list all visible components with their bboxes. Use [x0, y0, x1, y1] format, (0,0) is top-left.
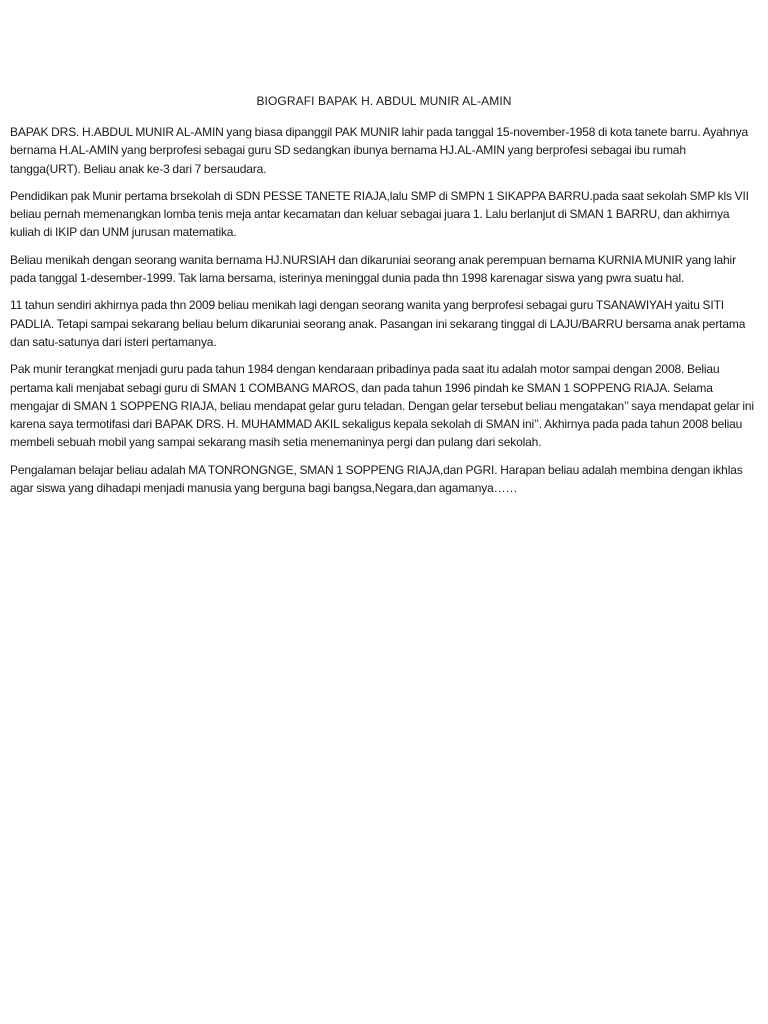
- paragraph-education: Pendidikan pak Munir pertama brsekolah di SDN PESSE TANETE RIAJA,lalu SMP di SMPN 1 SIKAPPA BARRU.pada saat sekolah SMP kls VII beliau pernah memenangkan lomba tenis meja antar kecamatan dan keluar sebagai juara 1. Lalu berlanjut di SMAN 1 BARRU, dan akhirnya kuliah di IKIP dan UNM jurusan matematika.: [10, 188, 749, 240]
- paragraph-experience: Pengalaman belajar beliau adalah MA TONRONGNGE, SMAN 1 SOPPENG RIAJA,dan PGRI. Harapan beliau adalah membina dengan ikhlas agar siswa yang dihadapi menjadi manusia yang berguna bagi bangsa,Negara,dan agamanya……: [10, 462, 743, 496]
- document-title: BIOGRAFI BAPAK H. ABDUL MUNIR AL-AMIN: [256, 94, 512, 108]
- paragraph-birth: BAPAK DRS. H.ABDUL MUNIR AL-AMIN yang biasa dipanggil PAK MUNIR lahir pada tanggal 15-november-1958 di kota tanete barru. Ayahnya bernama H.AL-AMIN yang berprofesi sebagai guru SD sedangkan ibunya bernama HJ.AL-AMIN yang berprofesi sebagai ibu rumah tangga(URT). Beliau anak ke-3 dari 7 bersaudara.: [10, 125, 749, 176]
- paragraph-second-marriage: 11 tahun sendiri akhirnya pada thn 2009 beliau menikah lagi dengan seorang wanita yang berprofesi sebagai guru TSANAWIYAH yaitu SITI PADLIA. Tetapi sampai sekarang beliau belum dikaruniai seorang anak. Pasangan ini sekarang tinggal di LAJU/BARRU bersama anak pertama dan satu-satunya dari isteri pertamanya.: [10, 298, 746, 349]
- paragraph-career: Pak munir terangkat menjadi guru pada tahun 1984 dengan kendaraan pribadinya pada saat itu adalah motor sampai dengan 2008. Beliau pertama kali menjabat sebagi guru di SMAN 1 COMBANG MAROS, dan pada tahun 1996 pindah ke SMAN 1 SOPPENG RIAJA. Selama mengajar di SMAN 1 SOPPENG RIAJA, beliau mendapat gelar guru teladan. Dengan gelar tersebut beliau mengatakan’’ saya mendapat gelar ini karena saya termotifasi dari BAPAK DRS. H. MUHAMMAD AKIL sekaligus kepala sekolah di SMAN ini’’. Akhirnya pada pada tahun 2008 beliau membeli sebuah mobil yang sampai sekarang masih setia menemaninya pergi dan pulang dari sekolah.: [10, 362, 754, 450]
- paragraph-marriage: Beliau menikah dengan seorang wanita bernama HJ.NURSIAH dan dikaruniai seorang anak perempuan bernama KURNIA MUNIR yang lahir pada tanggal 1-desember-1999. Tak lama bersama, isterinya meninggal dunia pada thn 1998 karenagar siswa yang pwra suatu hal.: [10, 252, 736, 286]
